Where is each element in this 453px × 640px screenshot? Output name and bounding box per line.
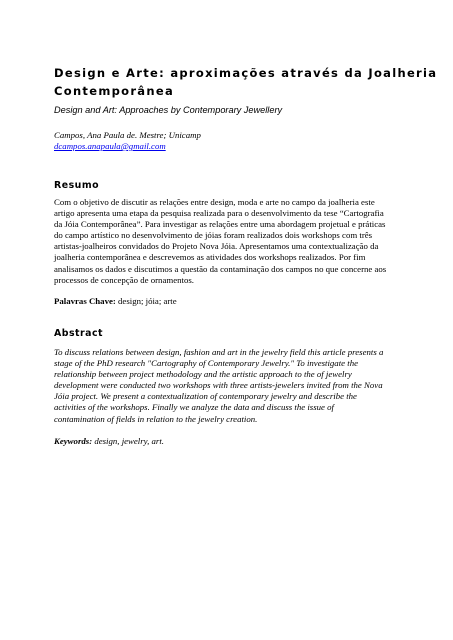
resumo-line: da Jóia Contemporânea”. Para investigar as relações entre uma abordagem projetual e práticas [54, 219, 386, 230]
abstract-line: To discuss relations between design, fashion and art in the jewelry field this article presents a [54, 347, 384, 357]
abstract-line: Jóia project. We present a contextualization of contemporary jewelry and describe the [54, 391, 357, 402]
resumo-line: Com o objetivo de discutir as relações entre design, moda e arte no campo da joalheria este [54, 197, 375, 207]
abstract-line: relationship between project methodology and the artistic approach to the of jewelry [54, 369, 352, 380]
author-name: Campos, Ana Paula de. Mestre; Unicamp [54, 130, 201, 140]
abstract-heading: Abstract [54, 328, 104, 339]
abstract-line: development were conducted two workshops with three artists-jewelers invited from the Nova [54, 380, 383, 391]
abstract-line: activities of the workshops. Finally we analyze the data and discuss the issue of [54, 402, 335, 413]
resumo-line: analisamos os dados e discutimos a questão da contaminação dos campos no que concerne aos [54, 263, 387, 274]
resumo-line: joalheria contemporânea e descrevemos as atividades dos workshops realizados. Por fim [54, 252, 366, 263]
resumo-line: artigo apresenta uma etapa da pesquisa realizada para o desenvolvimento da tese “Cartografia [54, 208, 384, 219]
abstract-line: contamination of fields in relation to the jewelry creation. [54, 413, 258, 424]
palavras-chave-label: Palavras Chave: [54, 296, 116, 306]
palavras-chave-value: design; jóia; arte [115, 296, 177, 306]
palavras-chave [54, 296, 177, 306]
resumo-line: processos de concepção de ornamentos. [54, 274, 194, 285]
author-block [54, 130, 201, 152]
paper-subtitle-english: Design and Art: Approaches by Contemporary Jewellery [54, 105, 283, 115]
resumo-heading: Resumo [54, 180, 100, 191]
paper-title [54, 64, 438, 100]
keywords-value: design, jewelry, art. [92, 436, 164, 446]
abstract-paragraph [54, 347, 406, 425]
title-line-2: Contemporânea [54, 84, 175, 98]
keywords [54, 436, 164, 446]
title-line-1: Design e Arte: aproximações através da Joalheria [54, 66, 438, 80]
resumo-line: do campo artístico no desenvolvimento de jóias foram realizados dois workshops com três [54, 230, 373, 241]
resumo-line: artistas-joalheiros convidados do Projeto Nova Jóia. Apresentamos uma contextualização da [54, 241, 379, 252]
abstract-line: stage of the PhD research "Cartography of Contemporary Jewelry." To investigate the [54, 358, 359, 369]
keywords-label: Keywords: [54, 436, 93, 446]
author-email-link[interactable]: dcampos.anapaula@gmail.com [54, 141, 166, 151]
resumo-paragraph [54, 197, 406, 286]
